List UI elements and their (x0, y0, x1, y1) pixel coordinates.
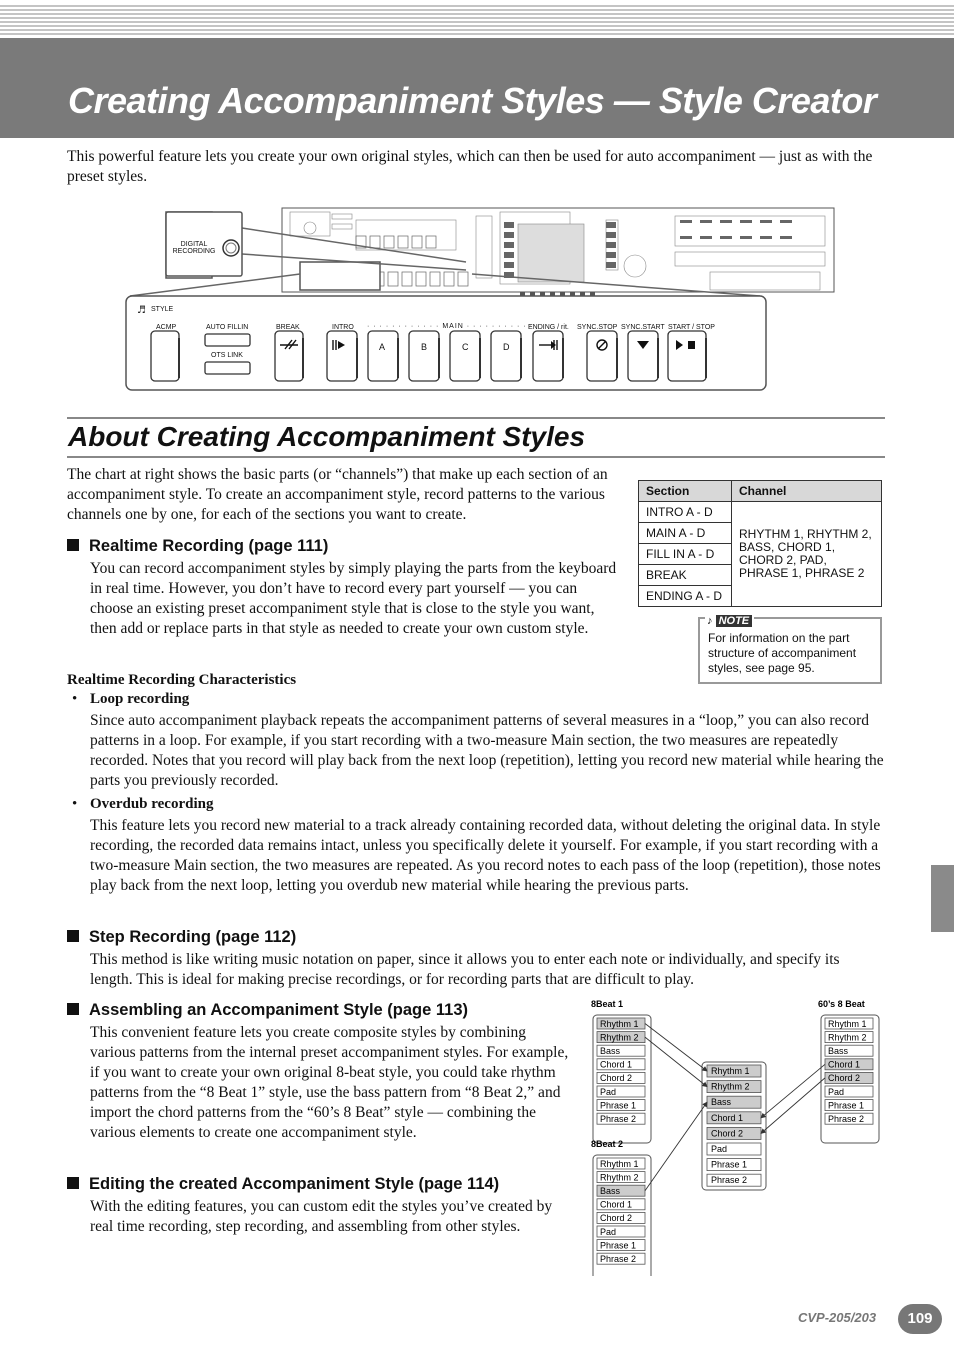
header-stripes (0, 0, 954, 40)
model-label: CVP-205/203 (798, 1310, 877, 1325)
style-8beat2-part-label: Rhythm 1 (600, 1158, 639, 1169)
assembled-part-label: Chord 1 (711, 1112, 744, 1123)
table-header-section: Section (639, 481, 732, 502)
style-8beat2-part-label: Pad (600, 1226, 617, 1237)
table-header-row (639, 481, 882, 502)
panel-illustration (120, 200, 840, 395)
square-bullet-icon (67, 539, 79, 551)
assembled-part-label: Bass (711, 1097, 732, 1108)
intro-label: INTRO (332, 324, 354, 331)
note-text: For information on the part structure of accompaniment styles, see page 95. (708, 631, 857, 675)
style-8beat1-title: 8Beat 1 (591, 999, 624, 1009)
ots-link-label: OTS LINK (211, 352, 243, 359)
table-row (639, 502, 882, 523)
assembled-part-label: Rhythm 1 (711, 1066, 750, 1076)
main-d-label: D (503, 342, 510, 352)
loop-recording-heading: Loop recording (90, 691, 190, 707)
main-b-label: B (421, 342, 428, 352)
style-8beat2-part-label: Phrase 2 (600, 1254, 637, 1264)
style-assembly-diagram (588, 996, 888, 1276)
step-paragraph: This method is like writing music notation on paper, since it allows you to enter each note or individually, and specify its length. This is ideal for making precise recordings, or for recording parts that are difficult to play. (90, 951, 840, 988)
arrow-chord2 (761, 1078, 825, 1134)
assembled-part-label: Phrase 1 (711, 1159, 748, 1170)
section-channel-table (638, 480, 882, 607)
arrow-chord1 (761, 1064, 825, 1118)
style-60s8beat-part-label: Chord 2 (828, 1073, 861, 1084)
style-60s8beat-part-label: Pad (828, 1086, 845, 1097)
step-heading: Step Recording (page 112) (67, 928, 296, 947)
style-8beat1-part-label: Phrase 1 (600, 1100, 637, 1111)
style-8beat2-part-label: Chord 1 (600, 1199, 633, 1210)
style-60s8beat-part-label: Phrase 1 (828, 1100, 865, 1111)
page-number: 109 (898, 1304, 942, 1334)
square-bullet-icon (67, 1177, 79, 1189)
table-cell-channel: RHYTHM 1, RHYTHM 2, BASS, CHORD 1, CHORD 2, PAD, PHRASE 1, PHRASE 2 (732, 502, 882, 607)
assembled-part-label: Rhythm 2 (711, 1081, 750, 1092)
svg-text:♬: ♬ (137, 305, 146, 316)
style-60s8beat-part-label: Rhythm 1 (828, 1018, 867, 1029)
style-8beat2-part-label: Phrase 1 (600, 1240, 637, 1251)
arrow-rhythm2 (645, 1037, 707, 1087)
assembled-part-label: Phrase 2 (711, 1175, 748, 1186)
style-60s8beat-part-label: Rhythm 2 (828, 1032, 867, 1043)
main-label: · · · · · · · · · · · · MAIN · · · · · · · · · · · · (367, 323, 540, 330)
arrow-rhythm1 (645, 1024, 707, 1072)
bullet-dot-icon: • (72, 691, 78, 707)
start-stop-label: START / STOP (668, 324, 715, 331)
table-cell-section: MAIN A - D (639, 523, 732, 544)
square-bullet-icon (67, 930, 79, 942)
style-8beat2-part-label: Bass (600, 1186, 621, 1196)
assembling-paragraph: This convenient feature lets you create composite styles by combining various patterns from the internal preset accompaniment styles. For example, if you want to create your own original 8-beat style, you could take rhythm patterns from the “8 Beat 1” style, use the bass pattern from “8 Beat 2,” and import the chord patterns from the “60’s 8 Beat” style — combining the various elements to create one accompaniment style. (90, 1024, 569, 1141)
table-cell-section: FILL IN A - D (639, 544, 732, 565)
style-8beat2-title: 8Beat 2 (591, 1139, 624, 1149)
auto-fillin-label: AUTO FILLIN (206, 324, 249, 331)
acmp-label: ACMP (156, 324, 177, 331)
note-box (698, 617, 882, 684)
style-8beat1-part-label: Chord 1 (600, 1059, 633, 1070)
realtime-characteristics-heading: Realtime Recording Characteristics (67, 672, 297, 688)
section-heading-text: About Creating Accompaniment Styles (68, 421, 586, 452)
table-cell-section: INTRO A - D (639, 502, 732, 523)
editing-paragraph: With the editing features, you can custom edit the styles you’ve created by real time recording, step recording, and assembling from other styles. (90, 1198, 553, 1235)
page-title: Creating Accompaniment Styles — Style Creator (68, 80, 877, 121)
sync-start-label: SYNC.START (621, 324, 665, 331)
editing-heading: Editing the created Accompaniment Style (page 114) (67, 1175, 499, 1194)
arrow-bass (645, 1102, 707, 1191)
main-c-label: C (462, 342, 469, 352)
main-a-label: A (379, 342, 386, 352)
style-label: STYLE (151, 306, 174, 313)
table-cell-section: BREAK (639, 565, 732, 586)
assembled-part-label: Chord 2 (711, 1128, 744, 1139)
sync-stop-label: SYNC.STOP (577, 324, 618, 331)
realtime-paragraph: You can record accompaniment styles by simply playing the parts from the keyboard in real time. However, you don’t have to record every part yourself — you can choose an existing preset accompaniment style that is close to the style you want, then add or replace parts in that style as needed to create your own custom style. (90, 560, 617, 637)
style-8beat1-part-label: Phrase 2 (600, 1114, 637, 1124)
bullet-dot-icon: • (72, 796, 78, 812)
style-60s8beat-part-label: Bass (828, 1046, 849, 1056)
break-label: BREAK (276, 324, 300, 331)
digital-recording-label: DIGITAL RECORDING (172, 241, 216, 255)
loop-recording-paragraph: Since auto accompaniment playback repeats the accompaniment patterns of several measures in a “loop,” you can also record patterns in a loop. For example, if you start recording with a two-measure Main section, the two measures are repeatedly recorded. Notes that you record will play back from the next loop (repetition), letting you record new material while hearing the parts you previously recorded. (90, 712, 884, 789)
table-cell-section: ENDING A - D (639, 586, 732, 607)
style-8beat1-part-label: Bass (600, 1046, 621, 1056)
style-8beat1-part-label: Rhythm 1 (600, 1018, 639, 1029)
style-8beat1-part-label: Rhythm 2 (600, 1032, 639, 1043)
realtime-heading: Realtime Recording (page 111) (67, 537, 328, 556)
music-note-icon: ♪ (707, 615, 713, 627)
chapter-tab (931, 865, 954, 932)
assembled-part-label: Pad (711, 1144, 728, 1154)
intro-paragraph: This powerful feature lets you create your own original styles, which can then be used for auto accompaniment — just as with the preset styles. (67, 148, 873, 185)
section-heading (67, 417, 885, 458)
table-header-channel: Channel (732, 481, 882, 502)
style-8beat2-part-label: Rhythm 2 (600, 1172, 639, 1183)
style-8beat2-part-label: Chord 2 (600, 1213, 633, 1224)
style-60s8beat-title: 60’s 8 Beat (818, 999, 865, 1009)
note-label: ♪ NOTE (705, 615, 754, 627)
style-8beat1-part-label: Chord 2 (600, 1073, 633, 1084)
style-8beat1-part-label: Pad (600, 1086, 617, 1097)
chart-intro-paragraph: The chart at right shows the basic parts (or “channels”) that make up each section of an accompaniment style. To create an accompaniment style, record patterns to the various channels one by one, for each of the sections you want to create. (67, 466, 608, 523)
assembling-heading: Assembling an Accompaniment Style (page 113) (67, 1001, 468, 1020)
ending-label: ENDING / rit. (528, 324, 569, 331)
overdub-recording-heading: Overdub recording (90, 796, 214, 812)
style-60s8beat-part-label: Phrase 2 (828, 1114, 865, 1124)
square-bullet-icon (67, 1003, 79, 1015)
overdub-recording-paragraph: This feature lets you record new material to a track already containing recorded data, without deleting the original data. In style recording, the recorded data remains intact, unless you specifically delete it yourself. For example, if you start recording with a two-measure Main section, the two measures are repeated. As you record notes to each pass of the loop (repetition), those notes play back from the next loop, letting you overdub new material while hearing the previous parts. (90, 817, 881, 894)
style-60s8beat-part-label: Chord 1 (828, 1059, 861, 1070)
